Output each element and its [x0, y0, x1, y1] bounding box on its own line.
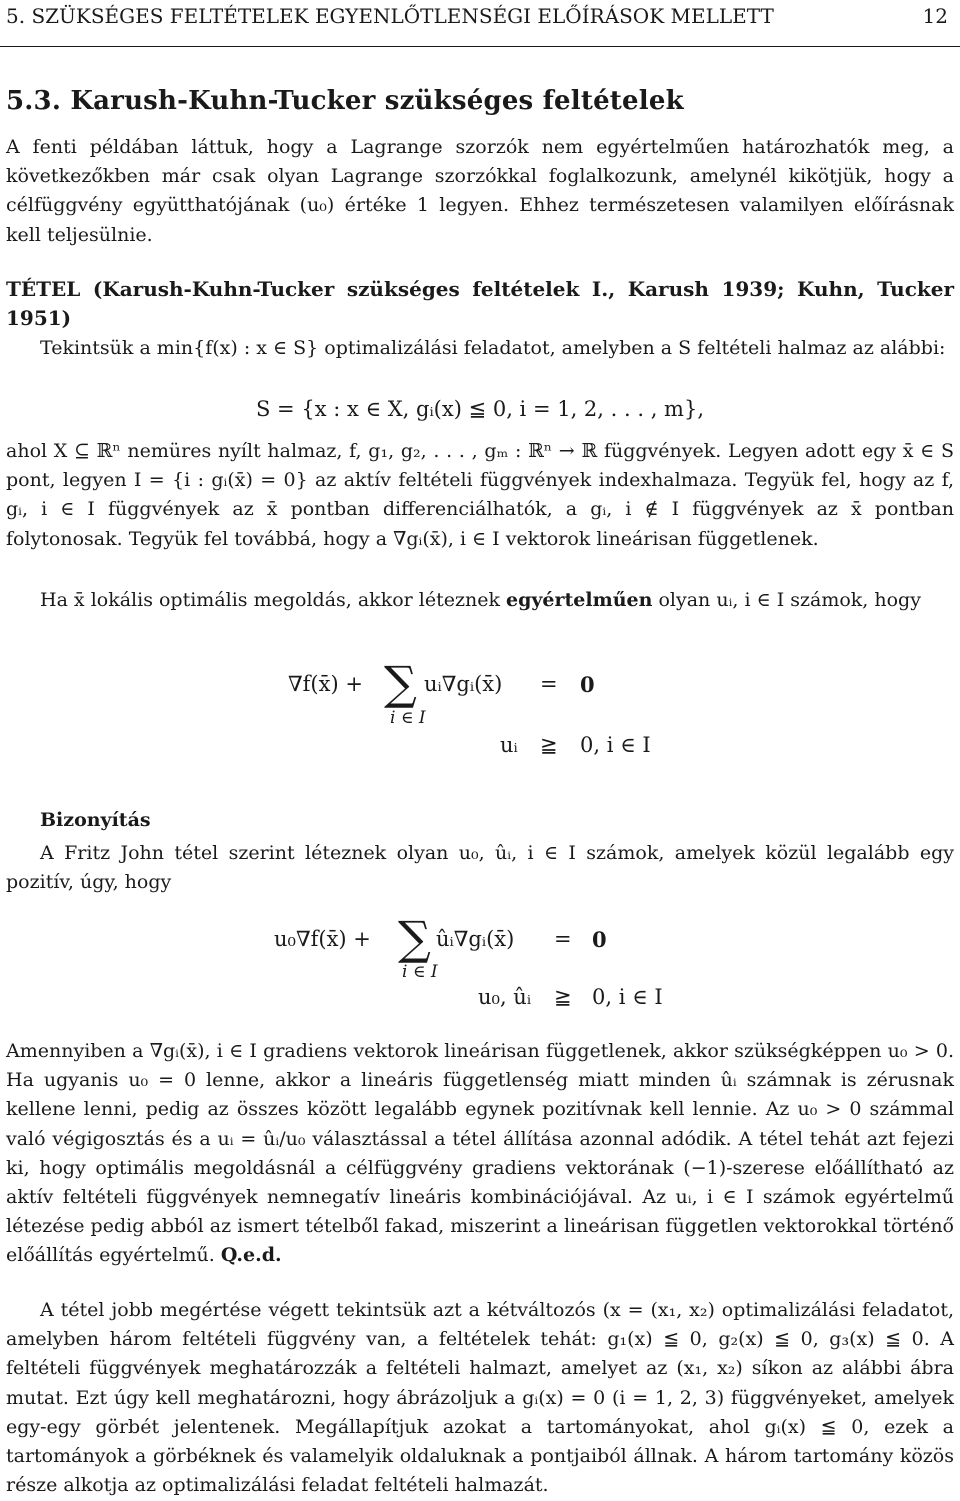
fj-nonneg-condition: 0, i ∈ I: [592, 985, 663, 1009]
header-rule: [0, 46, 960, 47]
fj-relation-eq: =: [554, 927, 572, 951]
fj-sum-index: i ∈ I: [402, 962, 438, 982]
kkt-nonneg-condition: 0, i ∈ I: [580, 733, 651, 757]
kkt-sum-symbol: ∑: [384, 656, 417, 710]
proof-paragraph-1: A Fritz John tétel szerint léteznek olyan u₀, ûᵢ, i ∈ I számok, amelyek közül legalább egy pozitív, úgy, hogy: [6, 842, 954, 894]
proof-body: Amennyiben a ∇gᵢ(x̄), i ∈ I gradiens vektorok lineárisan függetlenek, akkor szükségképpen u₀ > 0. Ha ugyanis u₀ = 0 lenne, akkor a lineáris függetlenség miatt minden ûᵢ számnak is zérusnak kellene lenni, pedig az összes között legalább egynek pozitívnak kell lennie. Az u₀ > 0 számmal való végigosztás és a uᵢ = ûᵢ/u₀ választással a tétel állítása azonnal adódik. A tétel tehát azt fejezi ki, hogy optimális megoldásnál a célfüggvény gradiens vektorának (−1)-szerese előállítható az aktív feltételi függvények nemnegatív lineáris kombinációjával. Az uᵢ, i ∈ I számok egyértelmű létezése pedig abból az ismert tételből fakad, miszerint a lineárisan független vektorokkal történő előállítás egyértelmű.: [6, 1040, 954, 1267]
section-heading: 5.3. Karush-Kuhn-Tucker szükséges feltételek: [6, 86, 684, 116]
kkt-sum-term: uᵢ∇gᵢ(x̄): [424, 672, 503, 696]
proof-heading: [6, 806, 954, 835]
conclusion-text-b: olyan uᵢ, i ∈ I számok, hogy: [652, 589, 921, 611]
theorem-conclusion: [6, 586, 954, 615]
fj-relation-geq: ≧: [554, 985, 572, 1009]
feasible-set-definition: S = {x : x ∈ X, gᵢ(x) ≦ 0, i = 1, 2, . . . , m},: [256, 397, 704, 421]
running-header: [6, 4, 954, 34]
qed-mark: Q.e.d.: [220, 1244, 282, 1267]
fj-multipliers: u₀, ûᵢ: [478, 985, 532, 1009]
intro-paragraph: A fenti példában láttuk, hogy a Lagrange szorzók nem egyértelműen határozhatók meg, a következőkben már csak olyan Lagrange szorzókkal foglalkozunk, amelynél kikötjük, hogy a célfüggvény együtthatójának (u₀) értéke 1 legyen. Ehhez természetesen valamilyen előírásnak kell teljesülnie.: [6, 136, 954, 246]
kkt-rhs-zero: 0: [580, 672, 595, 697]
theorem-assumptions: ahol X ⊆ ℝⁿ nemüres nyílt halmaz, f, g₁, g₂, . . . , gₘ : ℝⁿ → ℝ függvények. Legyen adott egy x̄ ∈ S pont, legyen I = {i : gᵢ(x̄) = 0} az aktív feltételi függvények indexhalmaza. Tegyük fel, hogy az f, gᵢ, i ∈ I függvények az x̄ pontban differenciálhatók, a gᵢ, i ∉ I függvények az x̄ pontban folytonosak. Tegyük fel továbbá, hogy a ∇gᵢ(x̄), i ∈ I vektorok lineárisan függetlenek.: [6, 440, 954, 550]
theorem-statement: Tekintsük a min{f(x) : x ∈ S} optimalizálási feladatot, amelyben a S feltételi halmaz az alábbi:: [40, 337, 946, 359]
fj-sum-symbol: ∑: [398, 911, 431, 965]
closing-paragraph: A tétel jobb megértése végett tekintsük azt a kétváltozós (x = (x₁, x₂) optimalizálási feladatot, amelyben három feltételi függvény van, a feltételek tehát: g₁(x) ≦ 0, g₂(x) ≦ 0, g₃(x) ≦ 0. A feltételi függvények meghatározzák a feltételi halmazt, amelyet az (x₁, x₂) síkon az alábbi ábra mutat. Ezt úgy kell meghatározni, hogy ábrázoljuk a gᵢ(x) = 0 (i = 1, 2, 3) függvényeket, amelyek egy-egy görbét jelentenek. Megállapítjuk azokat a tartományokat, ahol gᵢ(x) ≦ 0, ezek a tartományok a görbéknek és valamelyik oldaluknak a pontjaiból állnak. A három tartomány közös része alkotja az optimalizálási feladat feltételi halmazát.: [6, 1299, 954, 1497]
page-number: 12: [922, 4, 948, 28]
conclusion-emphasis: egyértelműen: [506, 589, 653, 611]
running-title: 5. SZÜKSÉGES FELTÉTELEK EGYENLŐTLENSÉGI ELŐÍRÁSOK MELLETT: [6, 4, 774, 28]
kkt-sum-index: i ∈ I: [390, 708, 426, 728]
proof-paragraph-2: [6, 1037, 954, 1271]
fj-rhs-zero: 0: [592, 927, 607, 952]
fj-gradient-lhs: u₀∇f(x̄) +: [274, 927, 371, 951]
kkt-gradient-lhs: ∇f(x̄) +: [288, 672, 363, 696]
conclusion-text-a: Ha x̄ lokális optimális megoldás, akkor léteznek: [40, 589, 507, 611]
kkt-relation-eq: =: [540, 672, 558, 696]
proof-title: Bizonyítás: [40, 809, 151, 831]
kkt-relation-geq: ≧: [540, 733, 558, 757]
fj-sum-term: ûᵢ∇gᵢ(x̄): [436, 927, 515, 951]
theorem-title: TÉTEL (Karush-Kuhn-Tucker szükséges feltételek I., Karush 1939; Kuhn, Tucker 1951): [6, 277, 954, 331]
kkt-multiplier: uᵢ: [500, 733, 518, 757]
